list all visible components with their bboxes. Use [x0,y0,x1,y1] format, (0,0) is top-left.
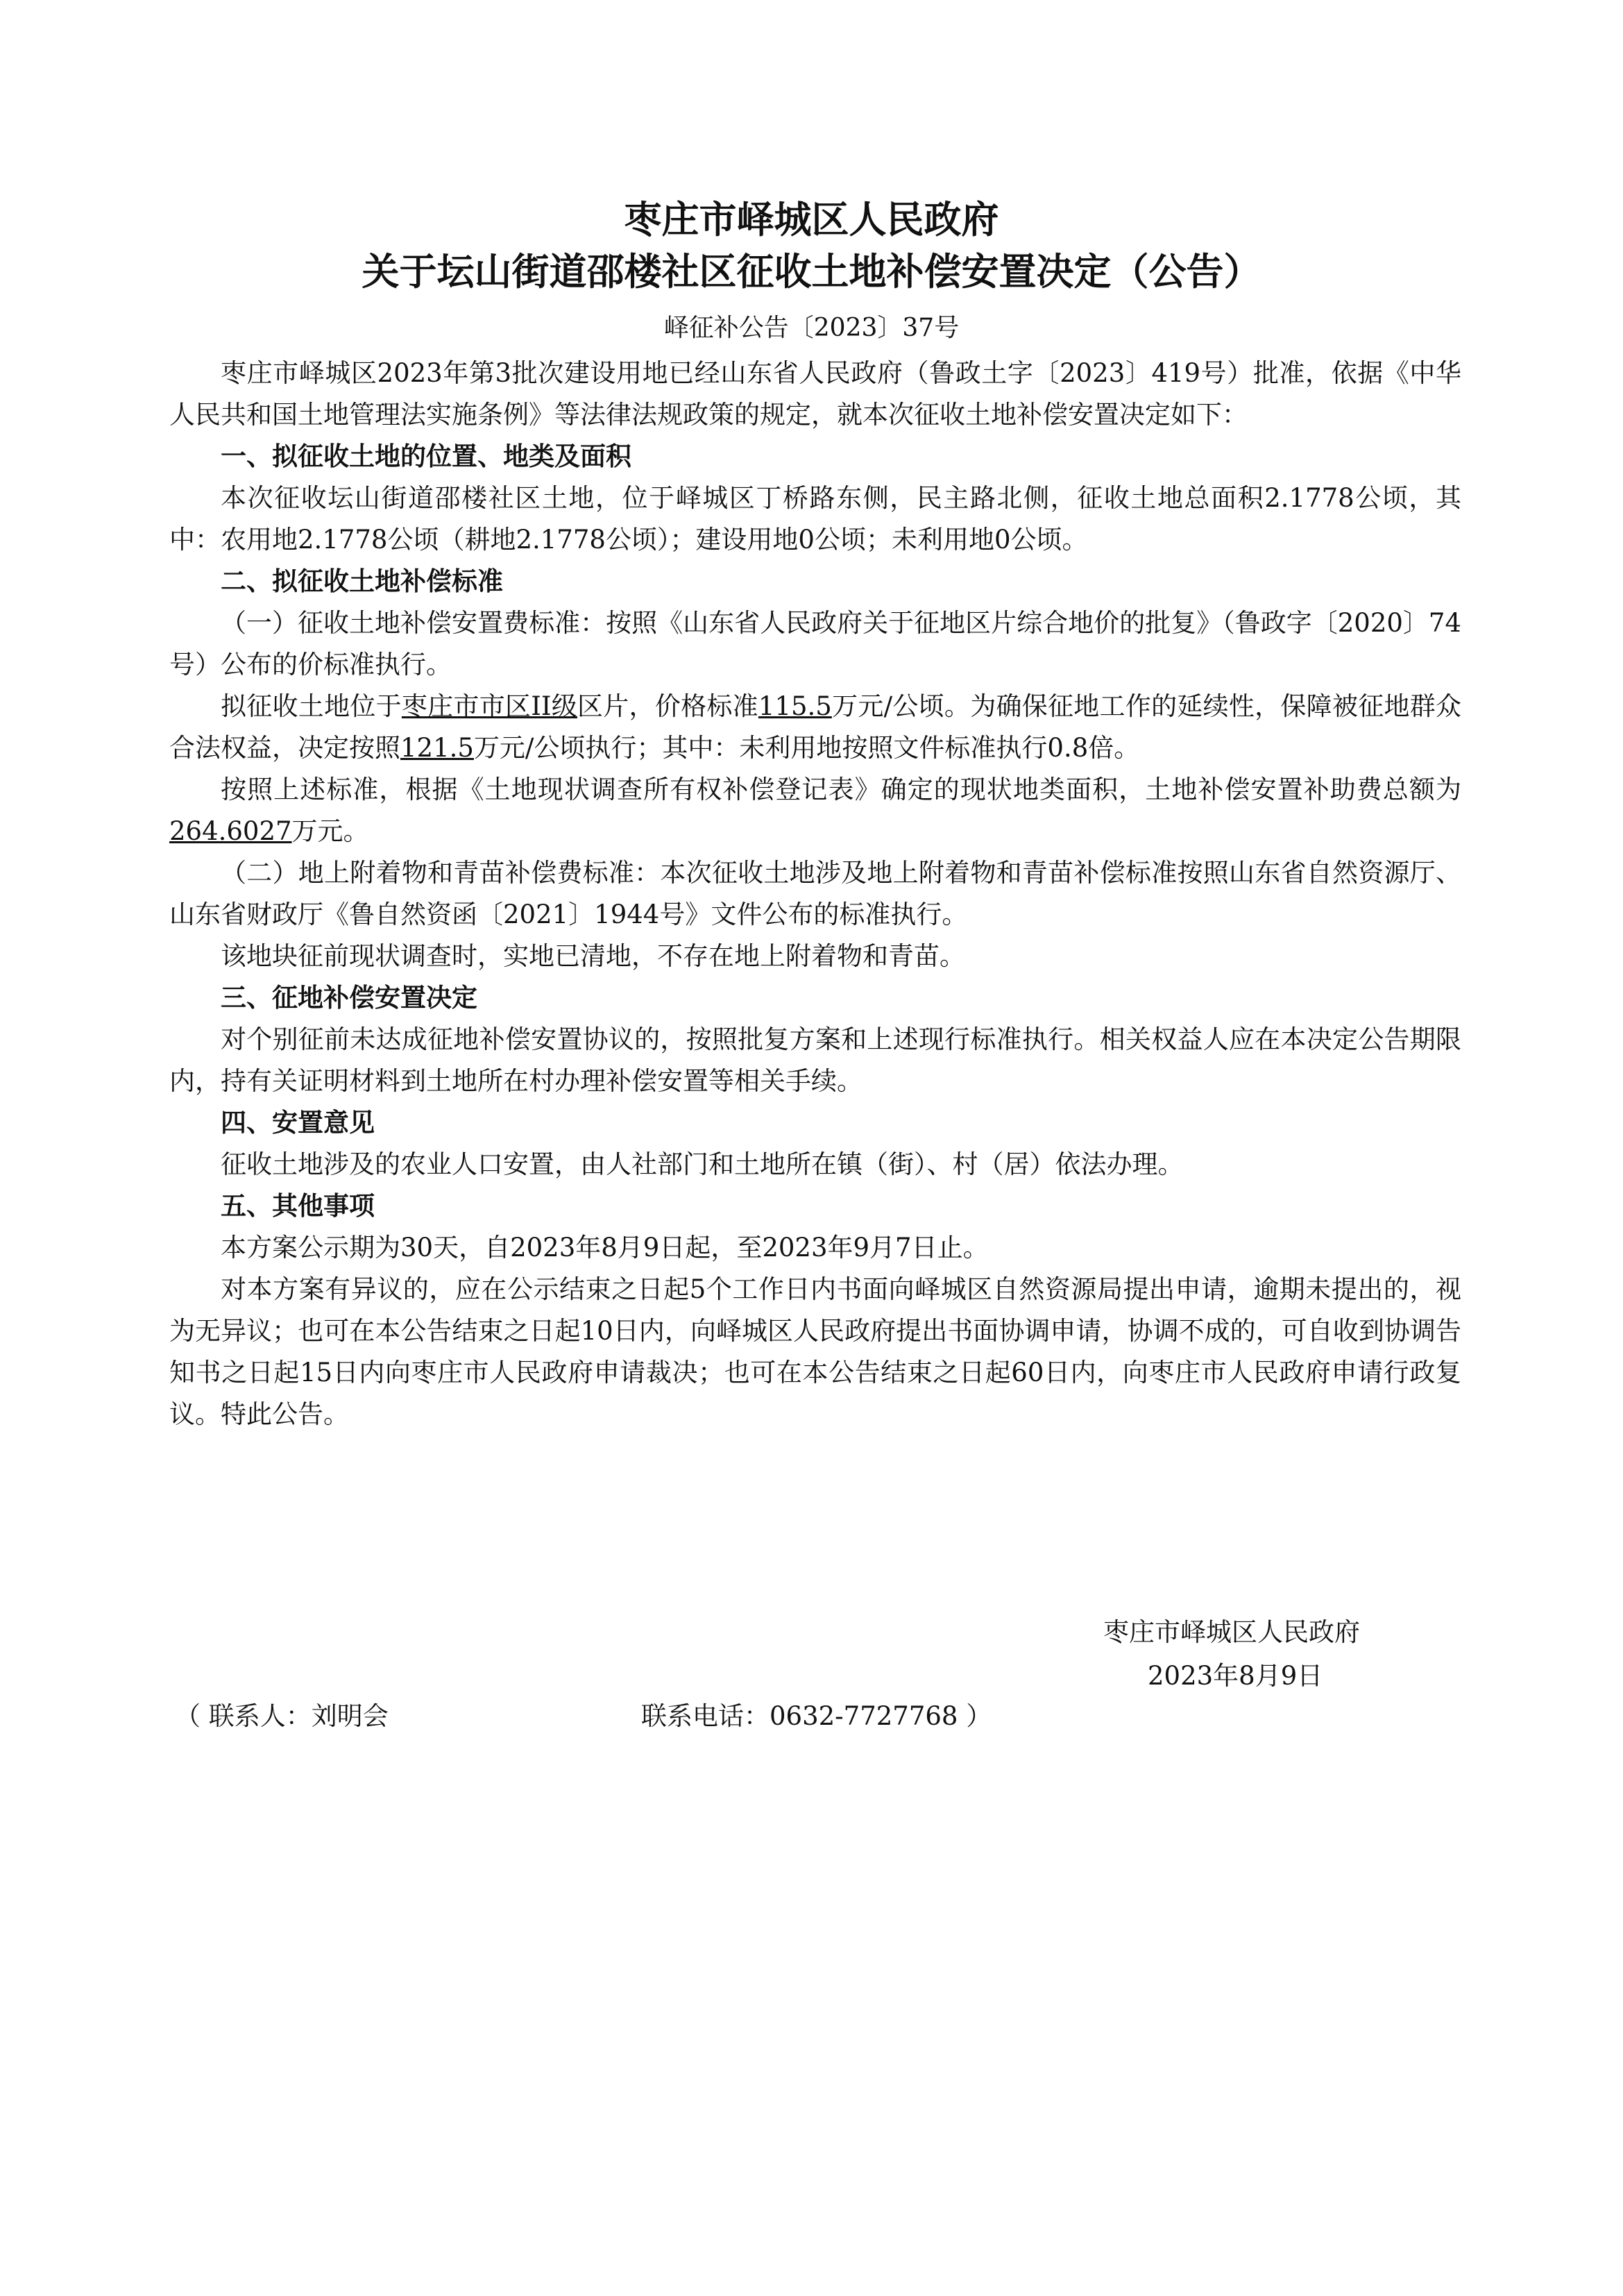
text-run: 万元/公顷。为确保征地工作的延续性，保障被征地群众合法权益，决定按照 [169,691,1462,763]
section2-paragraph3 [169,769,1461,852]
decided-price: 121.5 [400,733,474,763]
intro-paragraph: 枣庄市峄城区2023年第3批次建设用地已经山东省人民政府（鲁政土字〔2023〕419号）批准，依据《中华人民共和国土地管理法实施条例》等法律法规政策的规定，就本次征收土地补偿安置决定如下： [169,358,1461,430]
section2-heading: 二、拟征收土地补偿标准 [221,566,503,596]
section2-paragraph5: 该地块征前现状调查时，实地已清地，不存在地上附着物和青苗。 [221,941,965,971]
contact-line [175,1696,1077,1737]
text-run: 区片，价格标准 [577,691,758,721]
contact-person: （ 联系人：刘明会 [175,1701,389,1731]
text-run: 按照上述标准，根据《土地现状调查所有权补偿登记表》确定的现状地类面积，土地补偿安置补助费总额为 [221,775,1461,804]
total-compensation: 264.6027 [169,816,292,846]
text-run: 拟征收土地位于 [221,691,402,721]
section5-heading: 五、其他事项 [221,1191,375,1221]
document-title-line2: 关于坛山街道邵楼社区征收土地补偿安置决定（公告） [362,250,1261,294]
price-zone: 枣庄市市区II级 [401,691,578,721]
section5-paragraph2: 对本方案有异议的，应在公示结束之日起5个工作日内书面向峄城区自然资源局提出申请，逾期未提出的，视为无异议；也可在本公告结束之日起10日内，向峄城区人民政府提出书面协调申请，协调不成的，可自收到协调告知书之日起15日内向枣庄市人民政府申请裁决；也可在本公告结束之日起60日内，向枣庄市人民政府申请行政复议。特此公告。 [169,1274,1461,1429]
text-run: 万元。 [291,816,369,846]
contact-phone: 联系电话：0632-7727768 ） [641,1701,992,1731]
document-body [169,353,1461,1435]
section4-heading: 四、安置意见 [221,1108,375,1138]
document-number: 峄征补公告〔2023〕37号 [663,314,960,342]
price-standard: 115.5 [758,691,832,721]
section5-paragraph1: 本方案公示期为30天，自2023年8月9日起，至2023年9月7日止。 [221,1233,989,1263]
signature-org: 枣庄市峄城区人民政府 [1103,1617,1360,1647]
text-run: 万元/公顷执行；其中：未利用地按照文件标准执行0.8倍。 [473,733,1140,763]
section2-paragraph1: （一）征收土地补偿安置费标准：按照《山东省人民政府关于征地区片综合地价的批复》（鲁政字〔2020〕74号）公布的价标准执行。 [169,608,1461,679]
section3-paragraph: 对个别征前未达成征地补偿安置协议的，按照批复方案和上述现行标准执行。相关权益人应在本决定公告期限内，持有关证明材料到土地所在村办理补偿安置等相关手续。 [169,1024,1461,1096]
section4-paragraph: 征收土地涉及的农业人口安置，由人社部门和土地所在镇（街）、村（居）依法办理。 [221,1149,1184,1179]
document-title-line1: 枣庄市峄城区人民政府 [624,198,999,242]
section3-heading: 三、征地补偿安置决定 [221,983,477,1013]
section2-paragraph2 [169,686,1461,769]
section2-paragraph4: （二）地上附着物和青苗补偿费标准：本次征收土地涉及地上附着物和青苗补偿标准按照山东省自然资源厅、山东省财政厅《鲁自然资函〔2021〕1944号》文件公布的标准执行。 [169,858,1461,929]
signature-date: 2023年8月9日 [1148,1661,1323,1691]
section1-heading: 一、拟征收土地的位置、地类及面积 [221,441,631,471]
section1-paragraph: 本次征收坛山街道邵楼社区土地，位于峄城区丁桥路东侧，民主路北侧，征收土地总面积2.1778公顷，其中：农用地2.1778公顷（耕地2.1778公顷）；建设用地0公顷；未利用地0公顷。 [169,483,1461,555]
